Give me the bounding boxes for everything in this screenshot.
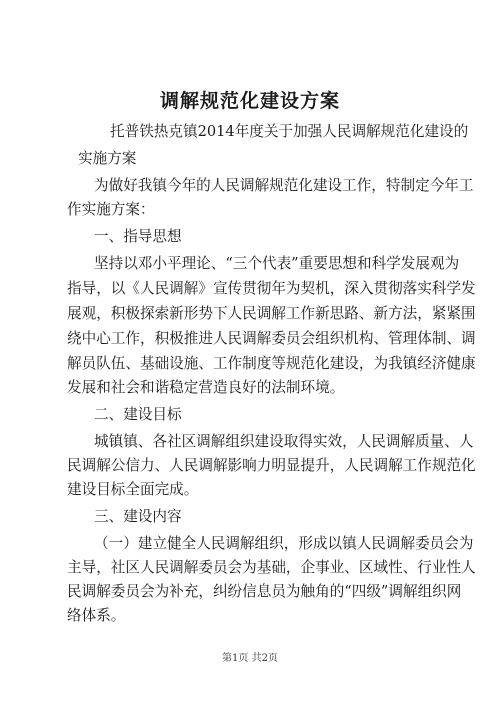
text-line: 绕中心工作，积极推进人民调解委员会组织机构、管理体制、调 (67, 330, 476, 347)
text-line: 实施方案 (78, 150, 137, 167)
document-title: 调解规范化建设方案 (159, 90, 340, 112)
text-line: 解员队伍、基础设施、工作制度等规范化建设，为我镇经济健康 (67, 355, 476, 372)
text-line: 民调解委员会为补充，纠纷信息员为触角的“四级”调解组织网 (67, 583, 462, 600)
text-line: 发展和社会和谐稳定营造良好的法制环境。 (67, 379, 345, 396)
text-line: （一）建立健全人民调解组织，形成以镇人民调解委员会为 (94, 535, 474, 552)
text-line: 民调解公信力、人民调解影响力明显提升，人民调解工作规范化 (67, 457, 476, 474)
text-line: 指导，以《人民调解》宣传贯彻年为契机，深入贯彻落实科学发 (67, 280, 476, 297)
text-line: 城镇镇、各社区调解组织建设取得实效，人民调解质量、人 (94, 433, 474, 450)
text-line: 主导，社区人民调解委员会为基础，企事业、区域性、行业性人 (67, 559, 476, 576)
text-line: 展观，积极探索新形势下人民调解工作新思路、新方法，紧紧围 (67, 305, 476, 322)
text-line: 坚持以邓小平理论、“三个代表”重要思想和科学发展观为 (94, 255, 460, 272)
text-line: 作实施方案： (67, 201, 155, 218)
section-heading: 一、指导思想 (94, 228, 182, 245)
section-heading: 三、建设内容 (94, 508, 182, 525)
text-line: 为做好我镇今年的人民调解规范化建设工作，特制定今年工 (94, 177, 474, 194)
page-footer: 第1页 共2页 (222, 653, 278, 664)
text-line: 托普铁热克镇2014年度关于加强人民调解规范化建设的 (110, 123, 469, 140)
section-heading: 二、建设目标 (94, 406, 182, 423)
text-line: 络体系。 (67, 607, 126, 624)
text-line: 建设目标全面完成。 (67, 481, 199, 498)
